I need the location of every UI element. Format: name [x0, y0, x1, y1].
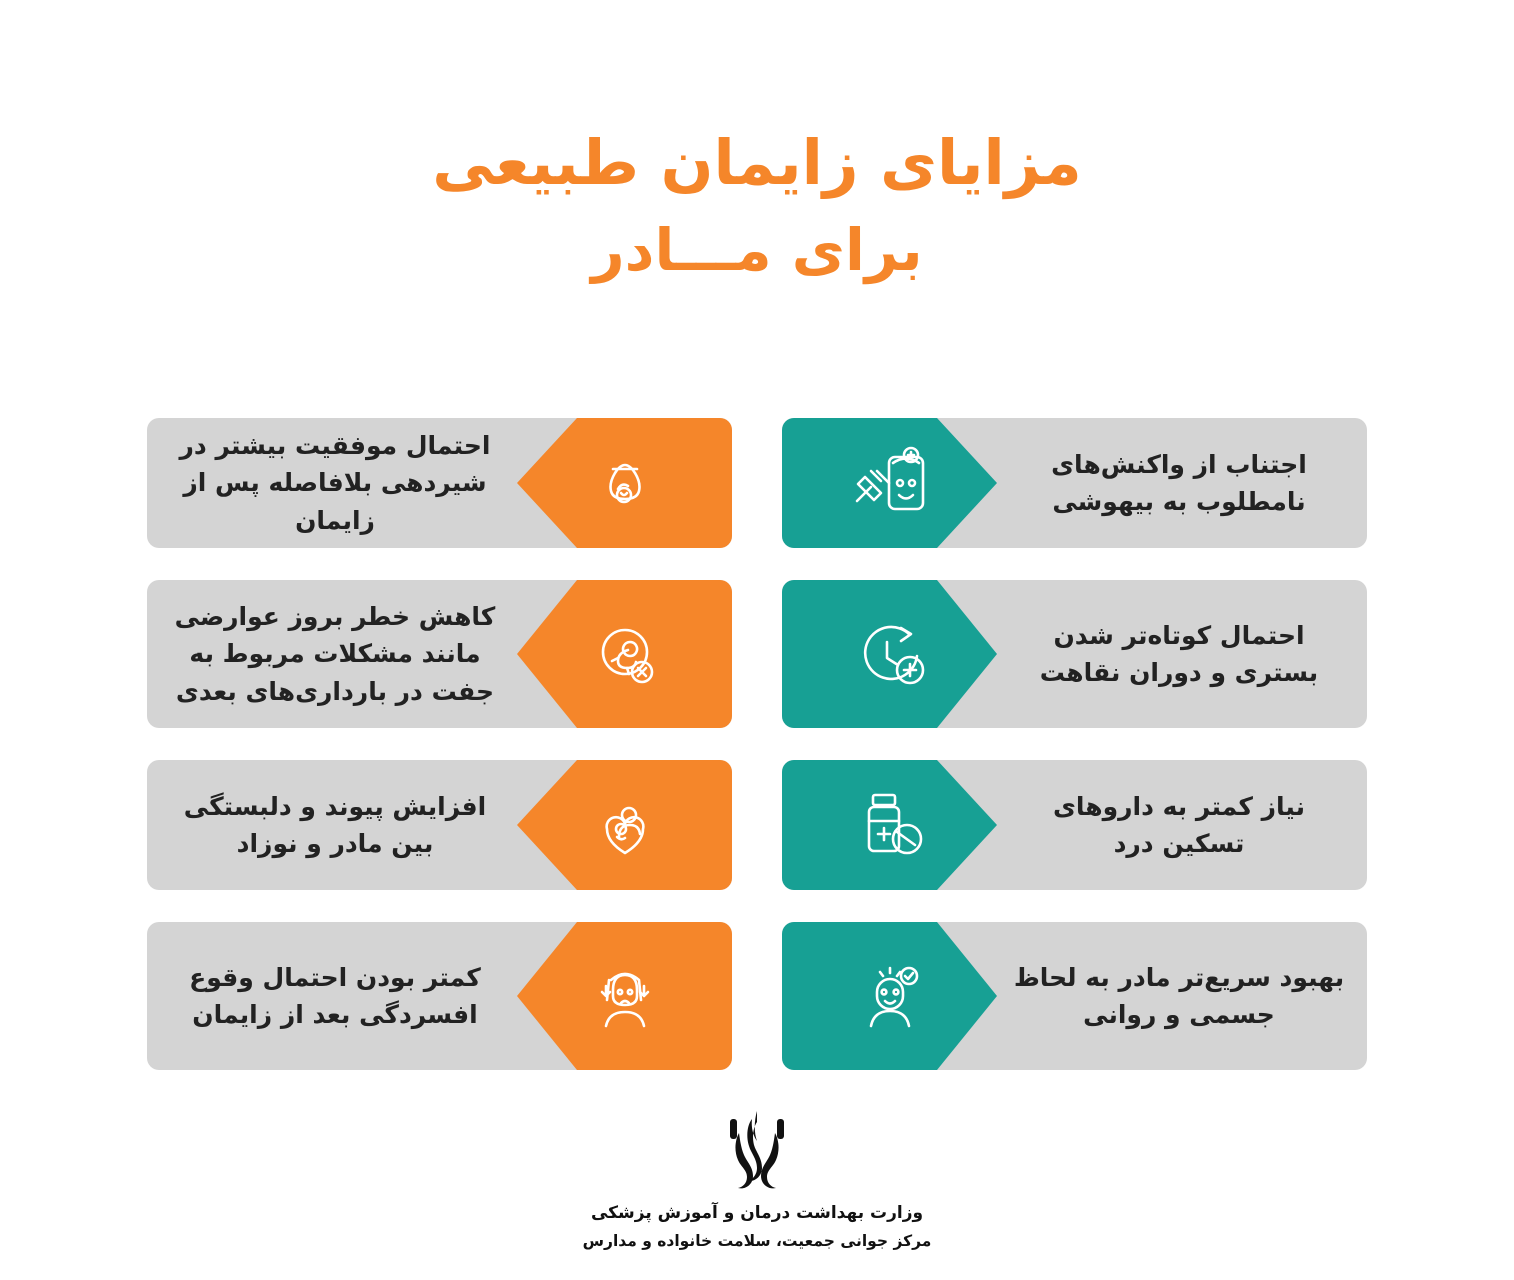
card-accent-block — [782, 922, 997, 1070]
benefit-card-text: نیاز کمتر به داروهای تسکین درد — [1052, 791, 1306, 858]
fetus-placenta-icon — [582, 614, 668, 694]
benefit-card-placenta-risk[interactable] — [147, 580, 732, 728]
footer — [0, 1103, 1514, 1254]
anesthesia-syringe-icon — [847, 443, 933, 523]
benefit-card-text: بهبود سریع‌تر مادر به لحاظ جسمی و روانی — [1013, 962, 1345, 1029]
card-accent-block — [782, 418, 997, 548]
card-accent-block — [782, 580, 997, 728]
card-accent-block — [517, 760, 732, 890]
happy-mother-icon — [847, 956, 933, 1036]
page-title — [0, 0, 1514, 292]
benefit-card-text: کمتر بودن احتمال وقوع افسردگی بعد از زایمان — [189, 962, 481, 1029]
benefit-card-shorter-stay[interactable] — [782, 580, 1367, 728]
benefit-card-postpartum-depression[interactable] — [147, 922, 732, 1070]
iran-emblem-icon — [712, 1103, 802, 1189]
title-line-1: مزایای زایمان طبیعی — [432, 126, 1082, 199]
painkiller-medicine-icon — [847, 785, 933, 865]
mother-baby-bond-icon — [582, 785, 668, 865]
benefit-card-text: احتمال موفقیت بیشتر در شیردهی بلافاصله پس از زایمان — [179, 430, 491, 535]
benefit-card-breastfeeding[interactable] — [147, 418, 732, 548]
card-accent-block — [782, 760, 997, 890]
benefits-column-teal — [782, 418, 1367, 1070]
benefit-card-text: احتمال کوتاه‌تر شدن بستری و دوران نقاهت — [1039, 620, 1319, 687]
benefit-card-anesthesia[interactable] — [782, 418, 1367, 548]
card-accent-block — [517, 922, 732, 1070]
card-accent-block — [517, 580, 732, 728]
breastfeeding-icon — [582, 443, 668, 523]
footer-ministry-name: وزارت بهداشت درمان و آموزش پزشکی — [590, 1202, 924, 1223]
benefits-grid — [0, 418, 1514, 1070]
benefit-card-text: افزایش پیوند و دلبستگی بین مادر و نوزاد — [183, 791, 487, 858]
title-line-2: برای مـــادر — [591, 215, 923, 284]
footer-center-name: مرکز جوانی جمعیت، سلامت خانواده و مدارس — [582, 1231, 932, 1250]
benefit-card-mother-baby-bond[interactable] — [147, 760, 732, 890]
benefits-column-orange — [147, 418, 732, 1070]
benefit-card-less-painkillers[interactable] — [782, 760, 1367, 890]
benefit-card-text: کاهش خطر بروز عوارضی مانند مشکلات مربوط به جفت در بارداری‌های بعدی — [174, 601, 496, 706]
postpartum-depression-icon — [582, 956, 668, 1036]
benefit-card-text: اجتناب از واکنش‌های نامطلوب به بیهوشی — [1051, 449, 1307, 516]
benefit-card-faster-recovery[interactable] — [782, 922, 1367, 1070]
card-accent-block — [517, 418, 732, 548]
clock-recovery-icon — [847, 614, 933, 694]
